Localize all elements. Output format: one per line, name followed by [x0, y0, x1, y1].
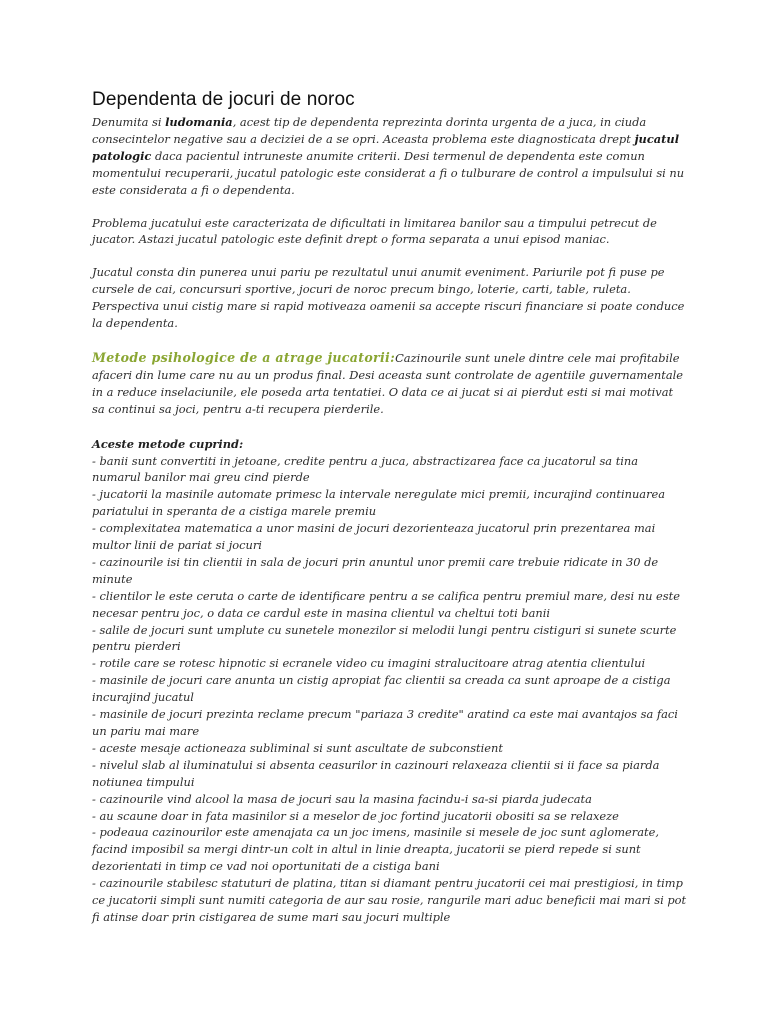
list-heading: Aceste metode cuprind:: [92, 436, 244, 451]
term-ludomania: ludomania: [165, 115, 233, 129]
list-item: - clientilor le este ceruta o carte de identificare pentru a se califica pentru premiul mare, desi nu este necesar pentru joc, o data ce cardul este in masina clientul va cheltui toti banii: [92, 588, 680, 620]
intro-text-start: Denumita si: [92, 115, 166, 129]
list-item: - banii sunt convertiti in jetoane, credite pentru a juca, abstractizarea face ca jucatorul sa tina numarul banilor mai greu cind pierde: [92, 453, 639, 485]
methods-heading: Metode psihologice de a atrage jucatorii:: [92, 349, 396, 365]
methods-paragraph: [92, 350, 688, 418]
intro-text-end: daca pacientul intruneste anumite criterii. Desi termenul de dependenta este comun momentului recuperarii, jucatul patologic este considerat a fi o tulburare de control a impulsului si nu este considerata a fi o dependenta.: [92, 148, 685, 197]
list-item: - masinile de jocuri care anunta un cistig apropiat fac clientii sa creada ca sunt aproape de a cistiga incurajind jucatul: [92, 673, 671, 705]
term-jucatul-patologic: jucatul patologic: [92, 131, 680, 163]
list-item: - nivelul slab al iluminatului si absenta ceasurilor in cazinouri relaxeaza clientii si ii face sa piarda notiunea timpului: [92, 757, 660, 789]
page-title: Dependenta de jocuri de noroc: [92, 89, 355, 110]
list-item: - cazinourile stabilesc statuturi de platina, titan si diamant pentru jucatorii cei mai prestigiosi, in timp ce jucatorii simpli sunt numiti categoria de aur sau rosie, rangurile mari aduc beneficii mai mari si pot fi atinse doar prin cistigarea de sume mari sau jocuri multiple: [92, 876, 687, 924]
list-item: - podeaua cazinourilor este amenajata ca un joc imens, masinile si mesele de joc sunt aglomerate, facind imposibil sa mergi dintr-un colt in altul in linie dreapta, jucatorii se pierd repede si sunt dezorientati in timp ce vad noi oportunitati de a cistiga bani: [92, 825, 659, 874]
list-item: - jucatorii la masinile automate primesc la intervale neregulate mici premii, incurajind continuarea pariatului in speranta de a cistiga marele premiu: [92, 487, 666, 519]
list-item: - cazinourile isi tin clientii in sala de jocuri prin anuntul unor premii care trebuie ridicate in 30 de minute: [92, 554, 659, 586]
list-item: - masinile de jocuri prezinta reclame precum "pariaza 3 credite" aratind ca este mai avantajos sa faci un pariu mai mare: [92, 707, 678, 738]
methods-text: Cazinourile sunt unele dintre cele mai profitabile afaceri din lume care nu au un produs final. Desi aceasta sunt controlate de agentiile guvernamentale in a reduce inselaciunile, ele poseda arta tentatiei. O data ce ai jucat si ai pierdut esti si mai motivat sa continui sa joci, pentru a-ti recupera pierderile.: [92, 350, 684, 416]
list-item: - cazinourile vind alcool la masa de jocuri sau la masina facindu-i sa-si piarda judecata: [92, 791, 592, 806]
list-item: - rotile care se rotesc hipnotic si ecranele video cu imagini stralucitoare atrag atentia clientului: [92, 656, 646, 671]
paragraph-problem: Problema jucatului este caracterizata de dificultati in limitarea banilor sau a timpului petrecut de jucator. Astazi jucatul patologic este definit drept o forma separata a unui episod maniac.: [92, 215, 657, 247]
list-item: - au scaune doar in fata masinilor si a meselor de joc fortind jucatorii obositi sa se relaxeze: [92, 808, 619, 823]
list-item: - complexitatea matematica a unor masini de jocuri dezorienteaza jucatorul prin prezentarea mai multor linii de pariat si jocuri: [92, 521, 656, 553]
intro-text-middle: , acest tip de dependenta reprezinta dorinta urgenta de a juca, in ciuda consecintelor negative sau a deciziei de a se opri. Aceasta problema este diagnosticata drept: [92, 115, 647, 146]
methods-list: [92, 453, 688, 926]
document-body: [92, 114, 688, 926]
list-item: - salile de jocuri sunt umplute cu sunetele monezilor si melodii lungi pentru cistiguri si sunete scurte pentru pierderi: [92, 622, 677, 654]
list-item: - aceste mesaje actioneaza subliminal si sunt ascultate de subconstient: [92, 740, 503, 755]
paragraph-gambling: Jucatul consta din punerea unui pariu pe rezultatul unui anumit eveniment. Pariurile pot fi puse pe cursele de cai, concursuri sportive, jocuri de noroc precum bingo, loterie, carti, table, ruleta. Perspectiva unui cistig mare si rapid motiveaza oamenii sa accepte riscuri financiare si poate conduce la dependenta.: [92, 265, 685, 331]
intro-paragraph: [92, 114, 688, 199]
